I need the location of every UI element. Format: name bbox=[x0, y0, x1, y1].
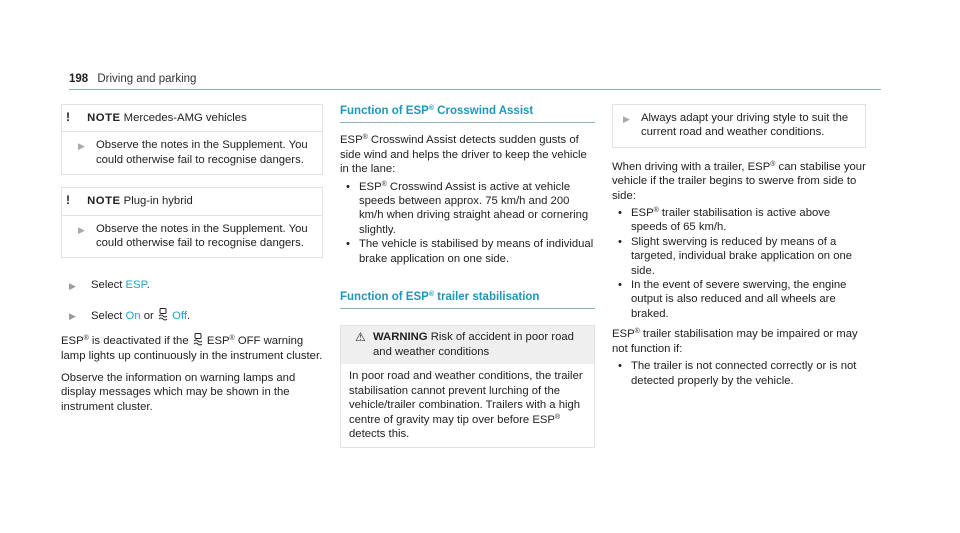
section-title: Driving and parking bbox=[97, 73, 197, 85]
step-text: Select bbox=[91, 309, 123, 322]
step-text: Select bbox=[91, 279, 123, 292]
list-item: • Slight swerving is reduced by means of a targeted, individual brake application on one side. bbox=[612, 235, 866, 278]
note-amg bbox=[61, 104, 323, 175]
option-off[interactable]: Off bbox=[172, 309, 187, 322]
warning-label: WARNING bbox=[373, 331, 428, 344]
warning-title: Risk of accident in poor road and weather conditions bbox=[373, 331, 574, 358]
list-item: • The trailer is not connected correctly or is not detected properly by the vehicle. bbox=[612, 359, 866, 388]
column-right bbox=[612, 104, 866, 388]
triangle-right-icon: ▶ bbox=[69, 310, 76, 321]
esp-off-icon bbox=[192, 333, 204, 346]
trailer-list bbox=[612, 206, 866, 321]
list-item: • ESP® Crosswind Assist is active at vehicle speeds between approx. 75 km/h and 200 km/h when driving straight ahead or cornering slightly. bbox=[340, 180, 595, 238]
warning-box bbox=[340, 325, 595, 448]
impairment-paragraph: ESP® trailer stabilisation may be impaired or may not function if: bbox=[612, 328, 858, 355]
info-paragraph: Observe the information on warning lamps and display messages which may be shown in the instrument cluster. bbox=[61, 372, 296, 413]
page-number: 198 bbox=[69, 73, 89, 85]
note-plugin-hybrid bbox=[61, 187, 323, 258]
triangle-right-icon: ▶ bbox=[623, 114, 630, 124]
crosswind-list bbox=[340, 180, 595, 266]
list-item: • ESP® trailer stabilisation is active above speeds of 65 km/h. bbox=[612, 206, 866, 235]
menu-item-esp[interactable]: ESP bbox=[125, 279, 147, 292]
note-text: Always adapt your driving style to suit the current road and weather conditions. bbox=[641, 112, 849, 139]
exclamation-icon: ! bbox=[66, 193, 70, 208]
option-on[interactable]: On bbox=[125, 309, 141, 322]
step-select-esp: ▶ Select ESP. bbox=[61, 278, 323, 293]
list-item: • The vehicle is stabilised by means of individual brake application on one side. bbox=[340, 237, 595, 266]
trailer-paragraph: When driving with a trailer, ESP® can stabilise your vehicle if the trailer begins to swerve from side to side: bbox=[612, 160, 866, 202]
page-header bbox=[69, 72, 881, 90]
column-middle bbox=[340, 104, 595, 448]
warning-text: In poor road and weather conditions, the trailer stabilisation cannot prevent lurching of the vehicle/trailer combination. Trailers with a high centre of gravity may tip over before ESP® detects this. bbox=[349, 370, 583, 440]
section-heading-trailer: Function of ESP® trailer stabilisation bbox=[340, 290, 595, 309]
impairment-list bbox=[612, 359, 866, 388]
warning-triangle-icon: ⚠ bbox=[355, 330, 366, 345]
deactivation-paragraph: ESP® is deactivated if the ESP® OFF warning lamp lights up continuously in the instrument cluster. bbox=[61, 335, 323, 362]
driving-style-note bbox=[612, 104, 866, 148]
note-text: Observe the notes in the Supplement. You could otherwise fail to recognise dangers. bbox=[96, 222, 308, 250]
exclamation-icon: ! bbox=[66, 110, 70, 124]
list-item: • In the event of severe swerving, the engine output is also reduced and all wheels are braked. bbox=[612, 278, 866, 321]
section-heading-crosswind: Function of ESP® Crosswind Assist bbox=[340, 104, 595, 123]
esp-off-icon bbox=[157, 308, 169, 321]
step-select-on-off: ▶ Select On or Off. bbox=[69, 309, 191, 322]
triangle-right-icon: ▶ bbox=[78, 224, 85, 235]
note-label: NOTE bbox=[87, 112, 121, 124]
note-title: Plug-in hybrid bbox=[123, 195, 193, 208]
note-text: Observe the notes in the Supplement. You could otherwise fail to recognise dangers. bbox=[96, 139, 308, 166]
triangle-right-icon: ▶ bbox=[78, 141, 85, 152]
note-label: NOTE bbox=[87, 195, 121, 208]
note-title: Mercedes-AMG vehicles bbox=[123, 112, 247, 124]
crosswind-intro: ESP® Crosswind Assist detects sudden gusts of side wind and helps the driver to keep the vehicle in the lane: bbox=[340, 134, 587, 176]
column-left bbox=[61, 104, 323, 414]
triangle-right-icon: ▶ bbox=[69, 281, 76, 292]
